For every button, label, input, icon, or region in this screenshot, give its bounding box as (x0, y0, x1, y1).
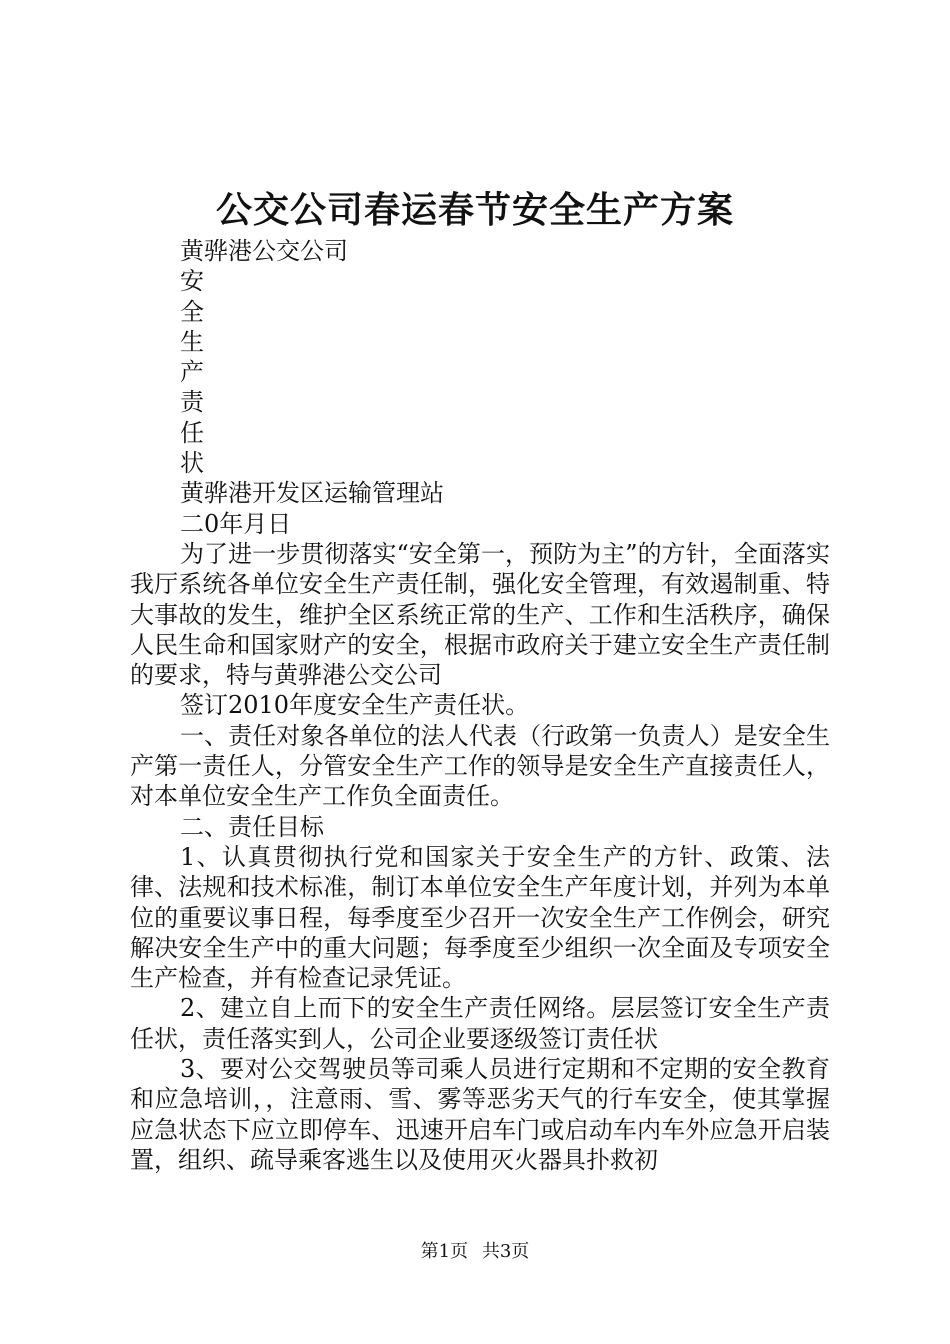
header-line-company: 黄骅港公交公司 (180, 237, 348, 265)
header-line-char: 责 (180, 388, 204, 417)
page-footer (0, 1240, 950, 1264)
header-line-issuer: 黄骅港开发区运输管理站 (180, 479, 444, 508)
page-total: 共3页 (481, 1241, 530, 1262)
paragraph-item-2: 2、建立自上而下的安全生产责任网络。层层签订安全生产责任状，责任落实到人，公司企业要逐级签订责任状 (130, 994, 830, 1053)
header-line-char: 全 (180, 297, 204, 326)
paragraph-section-1: 一、责任对象各单位的法人代表（行政第一负责人）是安全生产第一责任人，分管安全生产工作的领导是安全生产直接责任人，对本单位安全生产工作负全面责任。 (130, 721, 830, 811)
document-title: 公交公司春运春节安全生产方案 (215, 189, 734, 231)
header-line-char: 产 (180, 358, 204, 387)
paragraph-sign: 签订2010年度安全生产责任状。 (180, 691, 530, 720)
paragraph-item-3: 3、要对公交驾驶员等司乘人员进行定期和不定期的安全教育和应急培训，，注意雨、雪、雾等恶劣天气的行车安全，使其掌握应急状态下应立即停车、迅速开启车门或启动车内车外应急开启装置，组织、疏导乘客逃生以及使用灭火器具扑救初 (130, 1055, 830, 1174)
header-line-char: 生 (180, 327, 204, 356)
header-line-date: 二0年月日 (180, 509, 292, 538)
document-body (130, 236, 830, 1175)
header-line-char: 状 (180, 449, 204, 478)
header-line-char: 任 (180, 418, 204, 447)
paragraph-intro: 为了进一步贯彻落实“安全第一，预防为主”的方针，全面落实我厅系统各单位安全生产责任制，强化安全管理，有效遏制重、特大事故的发生，维护全区系统正常的生产、工作和生活秩序，确保人民生命和国家财产的安全，根据市政府关于建立安全生产责任制的要求，特与黄骅港公交公司 (130, 539, 830, 690)
header-line-char: 安 (180, 267, 204, 296)
page-number: 第1页 (420, 1241, 469, 1262)
paragraph-item-1: 1、认真贯彻执行党和国家关于安全生产的方针、政策、法律、法规和技术标准，制订本单位安全生产年度计划，并列为本单位的重要议事日程，每季度至少召开一次安全生产工作例会，研究解决安全生产中的重大问题；每季度至少组织一次全面及专项安全生产检查，并有检查记录凭证。 (130, 842, 830, 993)
paragraph-section-2-heading: 二、责任目标 (180, 812, 324, 841)
